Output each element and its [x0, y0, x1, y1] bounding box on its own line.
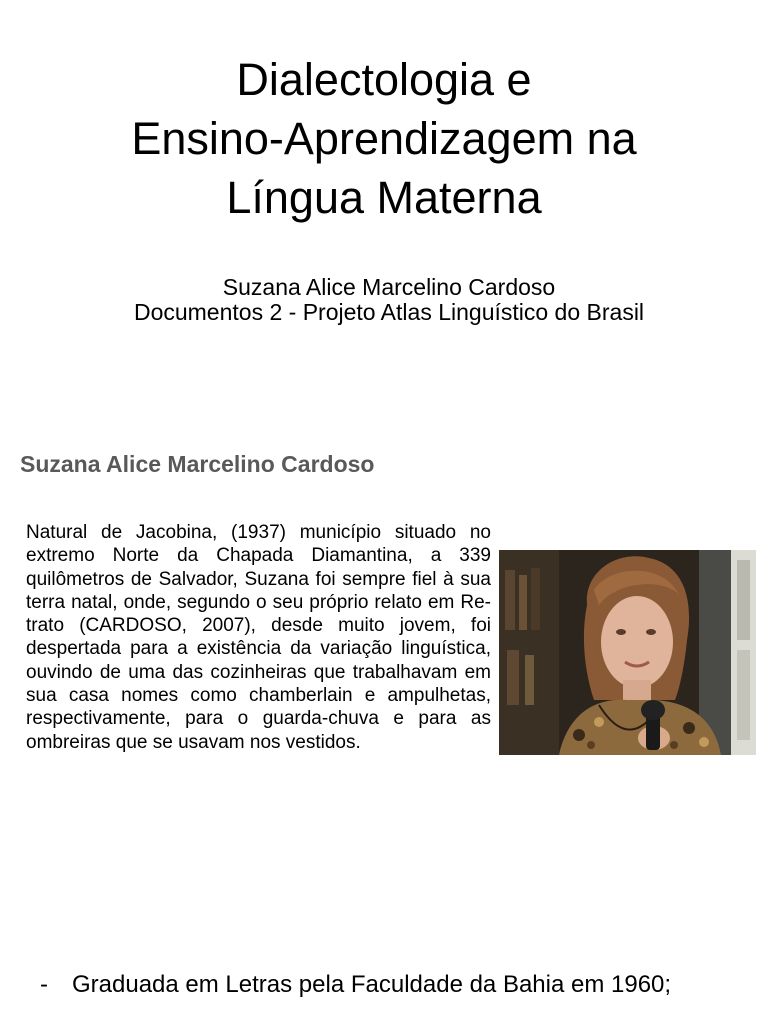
bullet-marker: - [40, 971, 48, 998]
section-heading: Suzana Alice Marcelino Cardoso [20, 451, 375, 477]
bullet-list [40, 970, 740, 1000]
list-item [40, 970, 740, 1000]
title-line: Língua Materna [226, 172, 542, 223]
biography-paragraph: Natural de Jacobina, (1937) município situado no extremo Norte da Chapada Diamantina, a 339 quilômetros de Salvador, Suzana foi sempre fiel à sua terra natal, onde, segundo o seu próprio relato em Re-trato (CARDOSO, 2007), desde muito jovem, foi despertada para a existência da variação linguística, ouvindo de uma das cozinheiras que trabalhavam em sua casa nomes como chamberlain e ampulhetas, respectivamente, para o guarda-chuva e para as ombreiras que se usavam nos vestidos. [26, 522, 491, 753]
title-line: Dialectologia e [236, 54, 532, 105]
document-subtitle [0, 275, 768, 325]
author-name: Suzana Alice Marcelino Cardoso [222, 274, 556, 300]
source-reference: Documentos 2 - Projeto Atlas Linguístico do Brasil [133, 299, 645, 325]
document-title [0, 50, 768, 227]
title-line: Ensino-Aprendizagem na [131, 113, 637, 164]
bullet-text: Graduada em Letras pela Faculdade da Bahia em 1960; [72, 971, 672, 998]
author-photo [499, 550, 756, 755]
author-portrait-image [499, 550, 756, 755]
